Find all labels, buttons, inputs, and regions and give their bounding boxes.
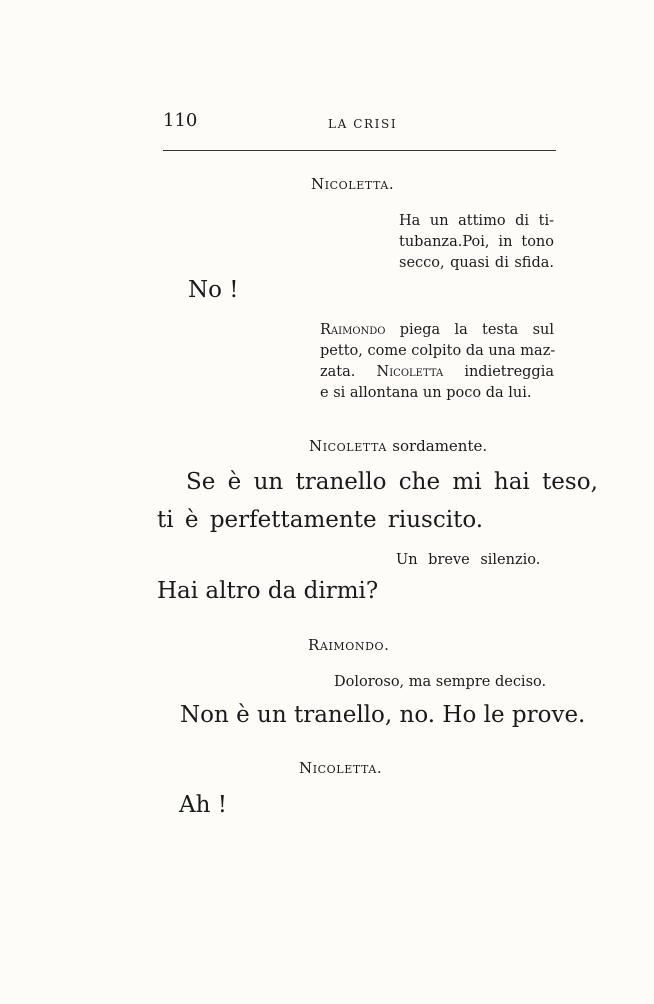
speaker-nicoletta-2 — [309, 437, 487, 455]
character-name: Raimondo — [320, 322, 386, 338]
speaker-note: sordamente. — [392, 437, 488, 455]
speaker-nicoletta-1: Nicoletta. — [311, 175, 395, 193]
dialog-line-1: No ! — [188, 277, 239, 303]
dialog-line-3: Hai altro da dirmi? — [157, 578, 379, 604]
stage-direction-1 — [399, 211, 554, 274]
stage-text: piega la testa sul — [399, 322, 554, 338]
stage-direction-line: tubanza.Poi, in tono — [399, 234, 554, 250]
header-rule — [163, 150, 556, 151]
stage-direction-line: petto, come colpito da una maz- — [320, 343, 556, 359]
dialog-line-2b: ti è perfettamente riuscito. — [157, 507, 484, 533]
stage-direction-3: Un breve silenzio. — [396, 552, 541, 568]
speaker-name: Nicoletta — [309, 437, 387, 455]
stage-direction-line: Ha un attimo di ti- — [399, 213, 554, 229]
dialog-line-4: Non è un tranello, no. Ho le prove. — [180, 702, 586, 728]
stage-text: indietreggia — [464, 364, 554, 380]
stage-direction-line: secco, quasi di sfida. — [399, 255, 554, 271]
dialog-line-5: Ah ! — [179, 792, 227, 818]
stage-direction-4: Doloroso, ma sempre deciso. — [334, 674, 547, 690]
speaker-raimondo: Raimondo. — [308, 636, 390, 654]
stage-direction-line — [320, 320, 554, 341]
stage-direction-line: e si allontana un poco da lui. — [320, 385, 532, 401]
dialog-line-2a: Se è un tranello che mi hai teso, — [186, 469, 598, 495]
speaker-nicoletta-3: Nicoletta. — [299, 759, 383, 777]
character-name: Nicoletta — [376, 364, 444, 380]
page-number: 110 — [163, 110, 198, 131]
stage-direction-line — [320, 362, 554, 383]
stage-direction-2 — [320, 320, 554, 404]
stage-text: zata. — [320, 364, 356, 380]
running-title: LA CRISI — [328, 117, 398, 131]
